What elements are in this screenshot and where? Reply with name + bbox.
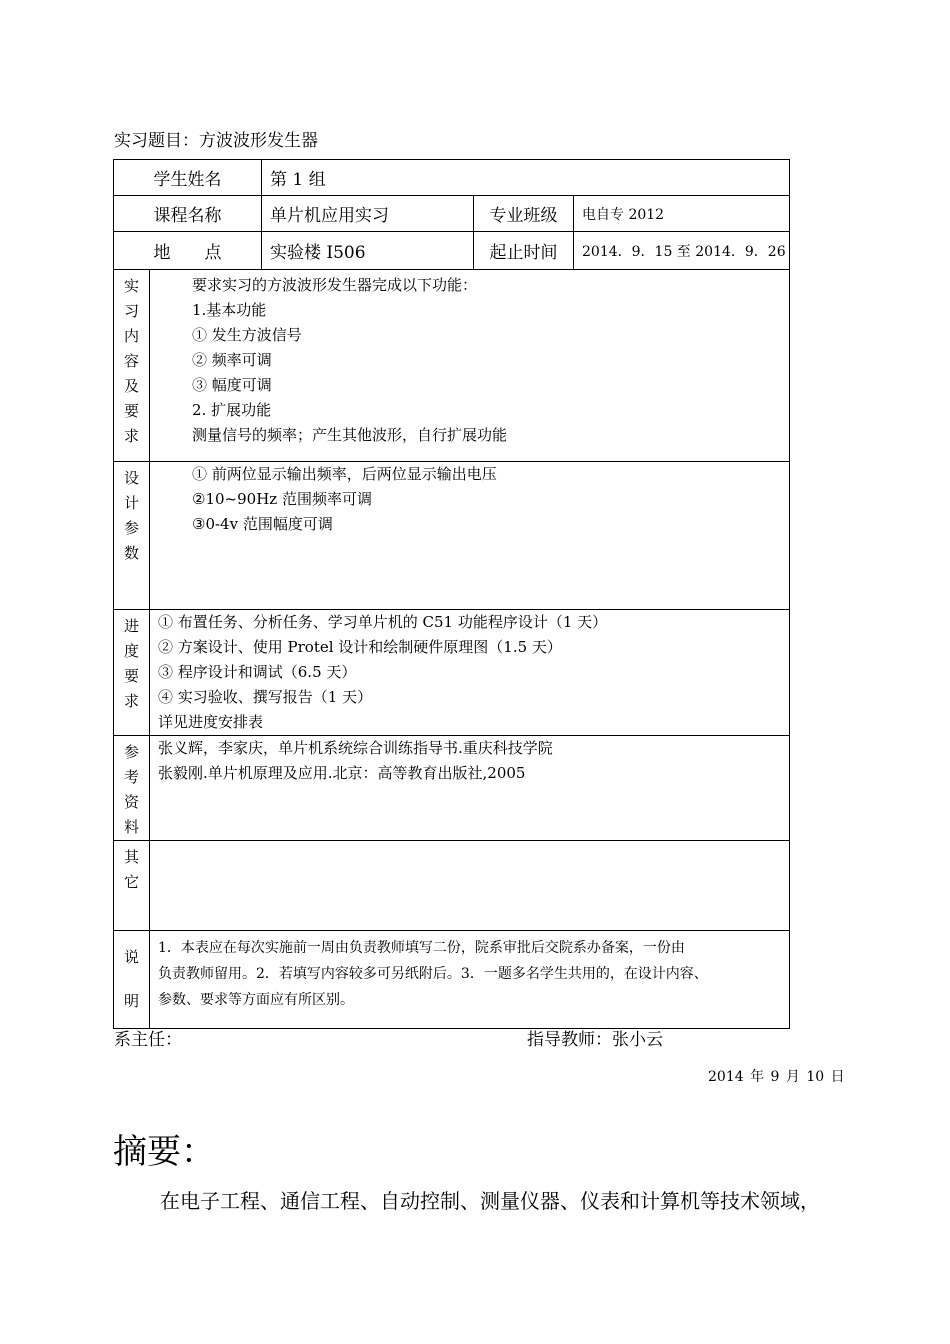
other-label: 其 它 <box>114 841 150 931</box>
design-line: ②10~90Hz 范围频率可调 <box>192 490 372 508</box>
schedule-line: 详见进度安排表 <box>158 713 264 731</box>
row-notes <box>114 931 790 1029</box>
schedule-line: ③ 程序设计和调试（6.5 天） <box>158 663 357 681</box>
course-label: 课程名称 <box>114 196 262 232</box>
schedule-label: 进 度 要 求 <box>114 610 150 736</box>
advisor-signature: 指导教师：张小云 <box>527 1030 663 1050</box>
notes-line: 参数、要求等方面应有所区别。 <box>158 992 354 1008</box>
row-place <box>114 232 790 270</box>
page-title: 实习题目：方波波形发生器 <box>114 131 318 151</box>
design-label: 设 计 参 数 <box>114 462 150 610</box>
row-other <box>114 841 790 931</box>
schedule-line: ④ 实习验收、撰写报告（1 天） <box>158 688 373 706</box>
course-value: 单片机应用实习 <box>262 196 474 232</box>
row-schedule <box>114 610 790 736</box>
student-label: 学生姓名 <box>114 160 262 196</box>
requirements-line: ① 发生方波信号 <box>192 326 302 344</box>
row-requirements <box>114 270 790 462</box>
references-line: 张毅刚.单片机原理及应用.北京：高等教育出版社,2005 <box>158 764 526 782</box>
schedule-line: ① 布置任务、分析任务、学习单片机的 C51 功能程序设计（1 天） <box>158 613 608 631</box>
design-content <box>150 462 790 610</box>
form-date: 2014 年 9 月 10 日 <box>708 1069 845 1085</box>
major-value: 电自专 2012 <box>574 196 790 232</box>
notes-label: 说 明 <box>114 931 150 1029</box>
place-value: 实验楼 I506 <box>262 232 474 270</box>
requirements-line: 2. 扩展功能 <box>192 401 272 419</box>
design-line: ① 前两位显示输出频率，后两位显示输出电压 <box>192 465 497 483</box>
other-content <box>150 841 790 931</box>
requirements-label: 实 习 内 容 及 要 求 <box>114 270 150 462</box>
internship-form-table <box>113 159 790 1029</box>
time-label: 起止时间 <box>474 232 574 270</box>
references-content <box>150 736 790 841</box>
notes-line: 负责教师留用。2．若填写内容较多可另纸附后。3．一题多名学生共用的，在设计内容、 <box>158 966 708 982</box>
dept-head-signature: 系主任： <box>114 1030 182 1050</box>
student-value: 第 1 组 <box>262 160 790 196</box>
schedule-content <box>150 610 790 736</box>
schedule-line: ② 方案设计、使用 Protel 设计和绘制硬件原理图（1.5 天） <box>158 638 562 656</box>
major-label: 专业班级 <box>474 196 574 232</box>
references-line: 张义辉，李家庆，单片机系统综合训练指导书.重庆科技学院 <box>158 739 553 757</box>
abstract-heading: 摘要： <box>113 1132 215 1172</box>
requirements-line: ③ 幅度可调 <box>192 376 272 394</box>
requirements-line: ② 频率可调 <box>192 351 272 369</box>
row-references <box>114 736 790 841</box>
place-label: 地 点 <box>114 232 262 270</box>
requirements-line: 1.基本功能 <box>192 301 267 319</box>
row-student <box>114 160 790 196</box>
abstract-first-line: 在电子工程、通信工程、自动控制、测量仪器、仪表和计算机等技术领域， <box>160 1189 820 1213</box>
row-design <box>114 462 790 610</box>
notes-content <box>150 931 790 1029</box>
requirements-line: 测量信号的频率；产生其他波形，自行扩展功能 <box>192 426 508 444</box>
notes-line: 1．本表应在每次实施前一周由负责教师填写二份，院系审批后交院系办备案，一份由 <box>158 940 685 956</box>
requirements-line: 要求实习的方波波形发生器完成以下功能： <box>192 276 478 294</box>
row-course <box>114 196 790 232</box>
references-label: 参 考 资 料 <box>114 736 150 841</box>
design-line: ③0-4v 范围幅度可调 <box>192 515 333 533</box>
requirements-content <box>150 270 790 462</box>
time-value: 2014．9．15 至 2014．9．26 <box>574 232 790 270</box>
